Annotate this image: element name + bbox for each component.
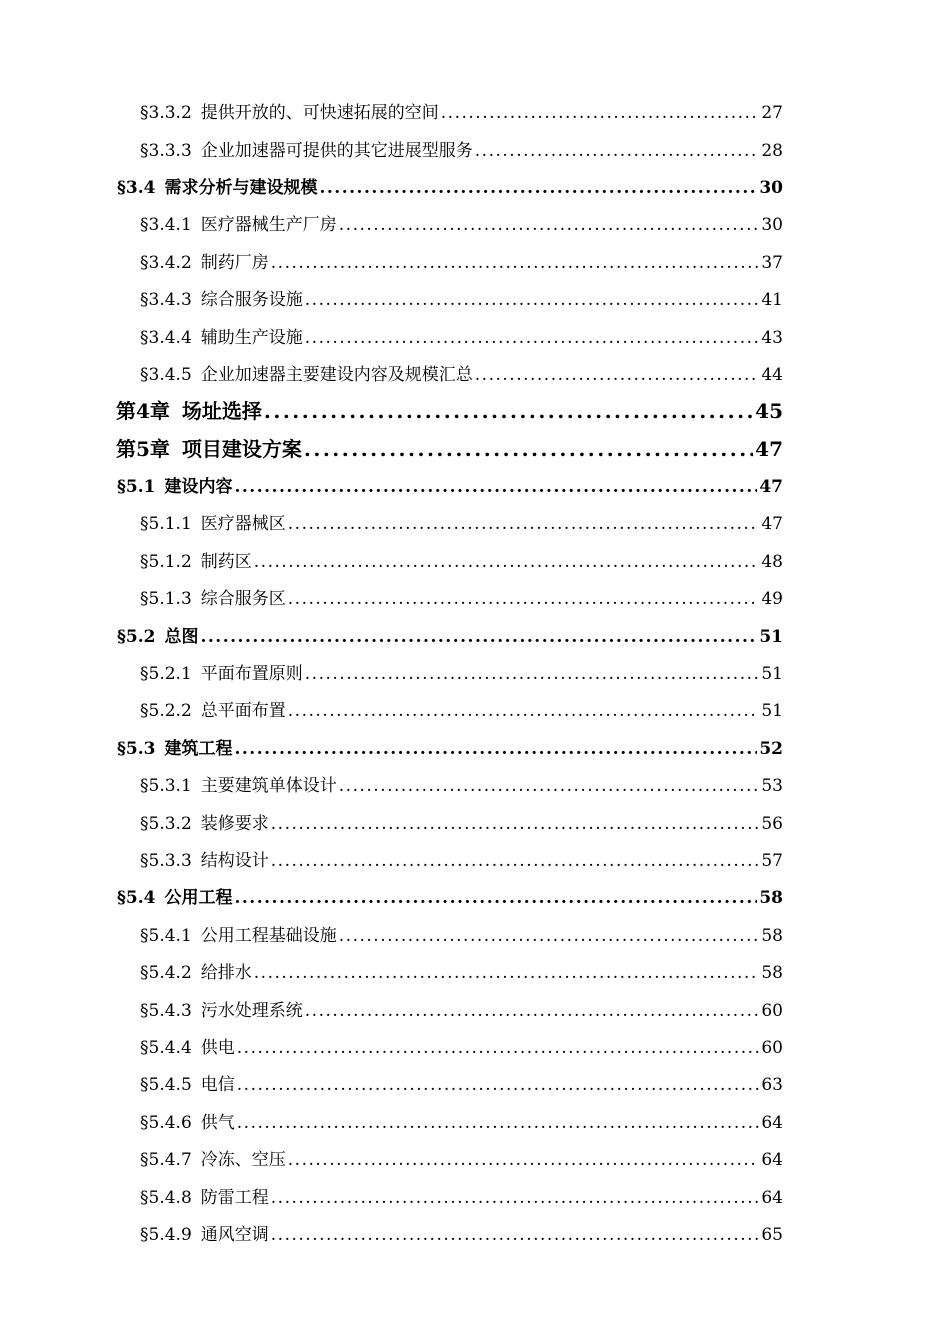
toc-entry[interactable] [0, 279, 950, 316]
toc-entry-number: §5.2 [117, 626, 156, 647]
toc-entry-page-number: 28 [761, 140, 783, 161]
toc-dot-leader [271, 253, 760, 273]
toc-dot-leader [254, 552, 760, 572]
toc-dot-leader [475, 141, 760, 161]
toc-entry-line [140, 323, 783, 348]
toc-entry-number: 第4章 [116, 399, 170, 424]
toc-dot-leader [441, 103, 760, 123]
toc-entry-title: 建筑工程 [164, 738, 233, 759]
toc-entry-line [140, 846, 783, 871]
toc-entry-line [140, 547, 783, 572]
toc-dot-leader [319, 178, 757, 198]
toc-entry-number: §5.1.1 [140, 514, 192, 535]
toc-entry-page-number: 63 [761, 1075, 783, 1096]
toc-entry-line [140, 136, 783, 161]
toc-entry-number: §5.4.6 [140, 1112, 192, 1133]
toc-entry-page-number: 65 [761, 1224, 783, 1245]
toc-entry-title: 企业加速器主要建设内容及规模汇总 [200, 364, 473, 385]
toc-entry-page-number: 57 [761, 851, 783, 871]
toc-entry-title: 结构设计 [200, 851, 269, 871]
toc-entry-number: §5.4.5 [140, 1075, 192, 1096]
toc-entry-number: §5.3.1 [140, 776, 192, 797]
toc-entry-title: 需求分析与建设规模 [164, 177, 318, 198]
toc-entry-page-number: 60 [761, 1000, 783, 1021]
toc-entry[interactable] [0, 728, 950, 765]
toc-entry-number: §3.4.3 [140, 290, 192, 311]
toc-dot-leader [288, 1150, 760, 1170]
toc-entry-page-number: 47 [761, 514, 783, 535]
toc-entry-number: §5.4.2 [140, 963, 192, 984]
toc-entry-title: 防雷工程 [200, 1187, 269, 1208]
toc-entry-number: §5.1 [117, 477, 156, 498]
toc-entry-title: 企业加速器可提供的其它进展型服务 [200, 140, 473, 161]
toc-dot-leader [237, 1075, 760, 1095]
toc-entry-page-number: 58 [759, 888, 783, 909]
toc-entry-number: 第5章 [116, 436, 170, 461]
toc-entry-page-number: 37 [761, 252, 783, 273]
toc-entry-line [140, 360, 783, 385]
toc-entry[interactable] [0, 167, 950, 204]
toc-entry-page-number: 45 [755, 399, 783, 424]
toc-entry-number: §5.2.1 [140, 664, 192, 685]
toc-entry[interactable] [0, 316, 950, 353]
toc-entry-title: 医疗器械生产厂房 [200, 215, 337, 236]
toc-entry-number: §5.4.8 [140, 1187, 192, 1208]
toc-entry-line [140, 509, 783, 534]
toc-dot-leader [305, 1001, 760, 1021]
toc-dot-leader [271, 814, 760, 834]
toc-entry-line [140, 809, 783, 834]
toc-entry-line [140, 958, 783, 983]
toc-entry-number: §3.3.3 [140, 140, 192, 161]
toc-entry-number: §5.4.7 [140, 1150, 192, 1171]
toc-entry-page-number: 43 [761, 327, 783, 348]
toc-dot-leader [288, 589, 760, 609]
toc-entry-title: 通风空调 [200, 1224, 269, 1245]
toc-entry-line [140, 696, 783, 721]
toc-entry-title: 建设内容 [164, 477, 233, 498]
toc-dot-leader [305, 290, 760, 310]
toc-entry-page-number: 58 [761, 925, 783, 946]
toc-entry-title: 主要建筑单体设计 [200, 776, 337, 797]
toc-entry-number: §5.1.2 [140, 551, 192, 572]
toc-entry-title: 给排水 [200, 963, 252, 984]
toc-entry-title: 综合服务区 [200, 589, 286, 610]
toc-entry-title: 医疗器械区 [200, 514, 286, 535]
toc-entry-page-number: 47 [755, 436, 783, 461]
toc-entry-line [140, 1033, 783, 1058]
toc-entry[interactable] [0, 840, 950, 877]
toc-entry-number: §5.2.2 [140, 701, 192, 722]
toc-dot-leader [475, 365, 760, 385]
toc-entry[interactable] [0, 242, 950, 279]
toc-entry-title: 总平面布置 [200, 701, 286, 722]
toc-entry-line [116, 395, 783, 424]
toc-entry-number: §5.3.3 [140, 851, 192, 871]
toc-entry[interactable] [0, 578, 950, 615]
toc-entry[interactable] [0, 1064, 950, 1101]
toc-dot-leader [264, 399, 753, 423]
toc-entry-page-number: 60 [761, 1037, 783, 1058]
toc-entry[interactable] [0, 92, 950, 129]
toc-entry-line [116, 433, 783, 462]
toc-entry-page-number: 51 [759, 626, 783, 647]
toc-entry-number: §5.3 [117, 738, 156, 759]
toc-entry-page-number: 52 [759, 738, 783, 759]
toc-entry-number: §3.4.5 [140, 364, 192, 385]
toc-entry-title: 供电 [200, 1037, 235, 1058]
toc-entry[interactable] [0, 653, 950, 690]
toc-entry-title: 项目建设方案 [181, 436, 302, 461]
toc-dot-leader [237, 1038, 760, 1058]
toc-entry-title: 装修要求 [200, 813, 269, 834]
toc-entry[interactable] [0, 129, 950, 166]
toc-entry-number: §5.4.9 [140, 1224, 192, 1245]
toc-entry-line [117, 734, 783, 759]
toc-entry[interactable] [0, 1102, 950, 1139]
toc-entry[interactable] [0, 541, 950, 578]
toc-entry-line [140, 285, 783, 310]
toc-entry[interactable] [0, 877, 950, 914]
toc-entry-line [140, 210, 783, 235]
toc-entry-title: 辅助生产设施 [200, 327, 303, 348]
toc-entry-number: §5.3.2 [140, 813, 192, 834]
toc-entry-page-number: 64 [761, 1112, 783, 1133]
toc-entry-line [140, 771, 783, 796]
toc-entry-page-number: 27 [761, 103, 783, 124]
toc-entry[interactable] [0, 1176, 950, 1213]
toc-entry-page-number: 64 [761, 1150, 783, 1171]
toc-entry-number: §5.4.3 [140, 1000, 192, 1021]
toc-dot-leader [271, 1225, 760, 1245]
toc-entry-page-number: 30 [759, 177, 783, 198]
toc-entry[interactable] [0, 503, 950, 540]
toc-dot-leader [234, 888, 757, 908]
toc-entry-line [140, 1070, 783, 1095]
toc-entry[interactable] [0, 915, 950, 952]
toc-entry[interactable] [0, 466, 950, 503]
toc-entry-line [140, 584, 783, 609]
toc-dot-leader [234, 477, 757, 497]
toc-entry-line [117, 472, 783, 497]
toc-entry-number: §3.3.2 [140, 103, 192, 124]
toc-entry-number: §5.4.1 [140, 925, 192, 946]
toc-entry-page-number: 58 [761, 963, 783, 984]
toc-dot-leader [339, 926, 760, 946]
toc-entry-line [140, 248, 783, 273]
toc-entry-line [140, 1183, 783, 1208]
toc-dot-leader [305, 664, 760, 684]
toc-entry-page-number: 53 [761, 776, 783, 797]
toc-entry[interactable] [0, 391, 950, 428]
toc-dot-leader [271, 1188, 760, 1208]
toc-entry-line [140, 98, 783, 123]
toc-entry-number: §3.4.4 [140, 327, 192, 348]
toc-entry-page-number: 49 [761, 589, 783, 610]
toc-dot-leader [339, 776, 760, 796]
toc-entry-line [117, 883, 783, 908]
toc-entry-page-number: 48 [761, 551, 783, 572]
toc-entry[interactable] [0, 952, 950, 989]
toc-dot-leader [237, 1113, 760, 1133]
toc-entry-number: §5.1.3 [140, 589, 192, 610]
toc-entry[interactable] [0, 429, 950, 466]
toc-entry[interactable] [0, 615, 950, 652]
toc-entry[interactable] [0, 802, 950, 839]
toc-entry-title: 总图 [164, 626, 199, 647]
toc-dot-leader [288, 514, 760, 534]
toc-entry-line [117, 622, 783, 647]
toc-entry-page-number: 47 [759, 477, 783, 498]
toc-entry-number: §3.4 [117, 177, 156, 198]
toc-entry[interactable] [0, 1214, 950, 1251]
toc-dot-leader [339, 215, 760, 235]
toc-entry-title: 场址选择 [181, 399, 262, 424]
toc-entry-line [140, 921, 783, 946]
toc-entry-title: 综合服务设施 [200, 290, 303, 311]
toc-dot-leader [200, 627, 757, 647]
toc-entry-page-number: 44 [761, 364, 783, 385]
toc-entry-line [140, 1108, 783, 1133]
toc-entry[interactable] [0, 1139, 950, 1176]
toc-entry-title: 污水处理系统 [200, 1000, 303, 1021]
toc-entry-title: 公用工程 [164, 888, 233, 909]
toc-entry[interactable] [0, 989, 950, 1026]
table-of-contents [0, 92, 950, 1251]
toc-entry-title: 提供开放的、可快速拓展的空间 [200, 103, 439, 124]
toc-entry-line [140, 1145, 783, 1170]
toc-entry-title: 冷冻、空压 [200, 1150, 286, 1171]
toc-entry-title: 电信 [200, 1075, 235, 1096]
toc-entry-title: 供气 [200, 1112, 235, 1133]
toc-entry-line [117, 173, 783, 198]
toc-entry-page-number: 41 [761, 290, 783, 311]
toc-entry-line [140, 659, 783, 684]
toc-dot-leader [305, 328, 760, 348]
toc-entry-number: §3.4.1 [140, 215, 192, 236]
toc-entry-title: 制药区 [200, 551, 252, 572]
toc-entry-page-number: 51 [761, 664, 783, 685]
toc-entry-page-number: 56 [761, 813, 783, 834]
toc-entry-page-number: 64 [761, 1187, 783, 1208]
toc-entry[interactable] [0, 765, 950, 802]
toc-dot-leader [271, 851, 760, 871]
toc-entry-line [140, 996, 783, 1021]
toc-entry[interactable] [0, 1027, 950, 1064]
toc-entry-title: 平面布置原则 [200, 664, 303, 685]
toc-dot-leader [304, 437, 753, 461]
toc-dot-leader [234, 739, 757, 759]
toc-entry-number: §3.4.2 [140, 252, 192, 273]
toc-entry[interactable] [0, 690, 950, 727]
toc-entry-number: §5.4.4 [140, 1037, 192, 1058]
toc-entry-title: 制药厂房 [200, 252, 269, 273]
toc-entry-title: 公用工程基础设施 [200, 925, 337, 946]
toc-entry[interactable] [0, 354, 950, 391]
toc-entry[interactable] [0, 204, 950, 241]
toc-dot-leader [254, 963, 760, 983]
toc-entry-page-number: 51 [761, 701, 783, 722]
toc-entry-number: §5.4 [117, 888, 156, 909]
toc-entry-line [140, 1220, 783, 1245]
toc-entry-page-number: 30 [761, 215, 783, 236]
toc-dot-leader [288, 701, 760, 721]
